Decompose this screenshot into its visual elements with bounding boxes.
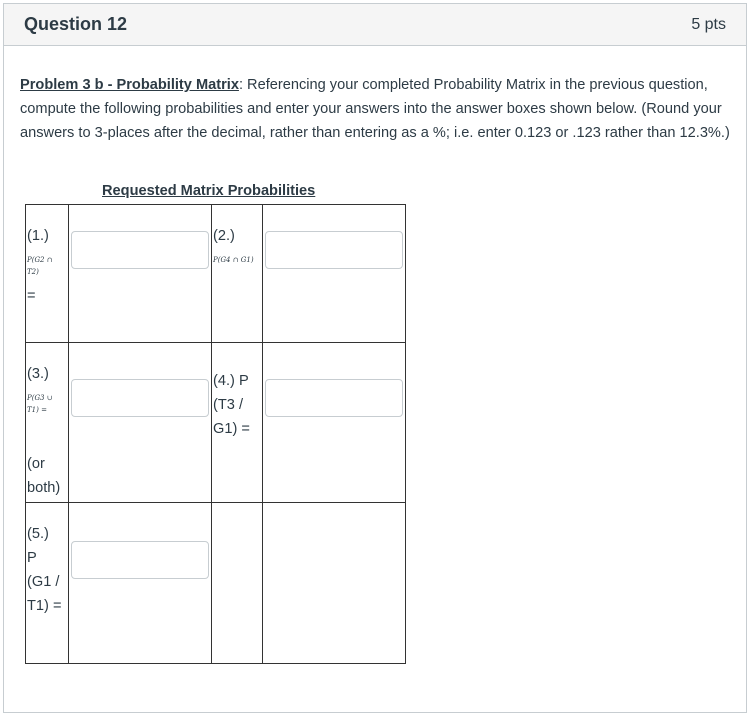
- answer-input-2[interactable]: [265, 231, 403, 269]
- empty-cell: [212, 503, 263, 664]
- answer-cell-3: [69, 343, 212, 503]
- answer-cell-2: [263, 205, 406, 343]
- prompt-title: Problem 3 b - Probability Matrix: [20, 77, 239, 93]
- answer-cell-4: [263, 343, 406, 503]
- question-points: 5 pts: [691, 15, 726, 33]
- label-3: (3.) P(G3 ∪ T1) = (or both): [26, 343, 69, 503]
- answer-input-3[interactable]: [71, 379, 209, 417]
- prompt-text: : Referencing your completed Probability Matrix in the previous question, compute the following probabilities and enter your answers into the answer boxes shown below. (Round your answers to 3-places after the decimal, rather than entering as a %; i.e. enter 0.123 or .123 rather than 12.3%.): [20, 77, 730, 141]
- table-caption: Requested Matrix Probabilities: [102, 183, 316, 199]
- answer-cell-5: [69, 503, 212, 664]
- question-header: [4, 4, 746, 46]
- answer-input-5[interactable]: [71, 541, 209, 579]
- answer-input-4[interactable]: [265, 379, 403, 417]
- question-title: Question 12: [24, 14, 128, 34]
- answer-cell-1: [69, 205, 212, 343]
- label-1: (1.) P(G2 ∩ T2) =: [26, 205, 69, 343]
- probability-table: [25, 204, 406, 664]
- empty-cell: [263, 503, 406, 664]
- answer-input-1[interactable]: [71, 231, 209, 269]
- label-5: (5.) P (G1 / T1) =: [26, 503, 69, 664]
- label-2: (2.) P(G4 ∩ G1): [212, 205, 263, 343]
- label-4: (4.) P (T3 / G1) =: [212, 343, 263, 503]
- question-prompt: [20, 73, 730, 145]
